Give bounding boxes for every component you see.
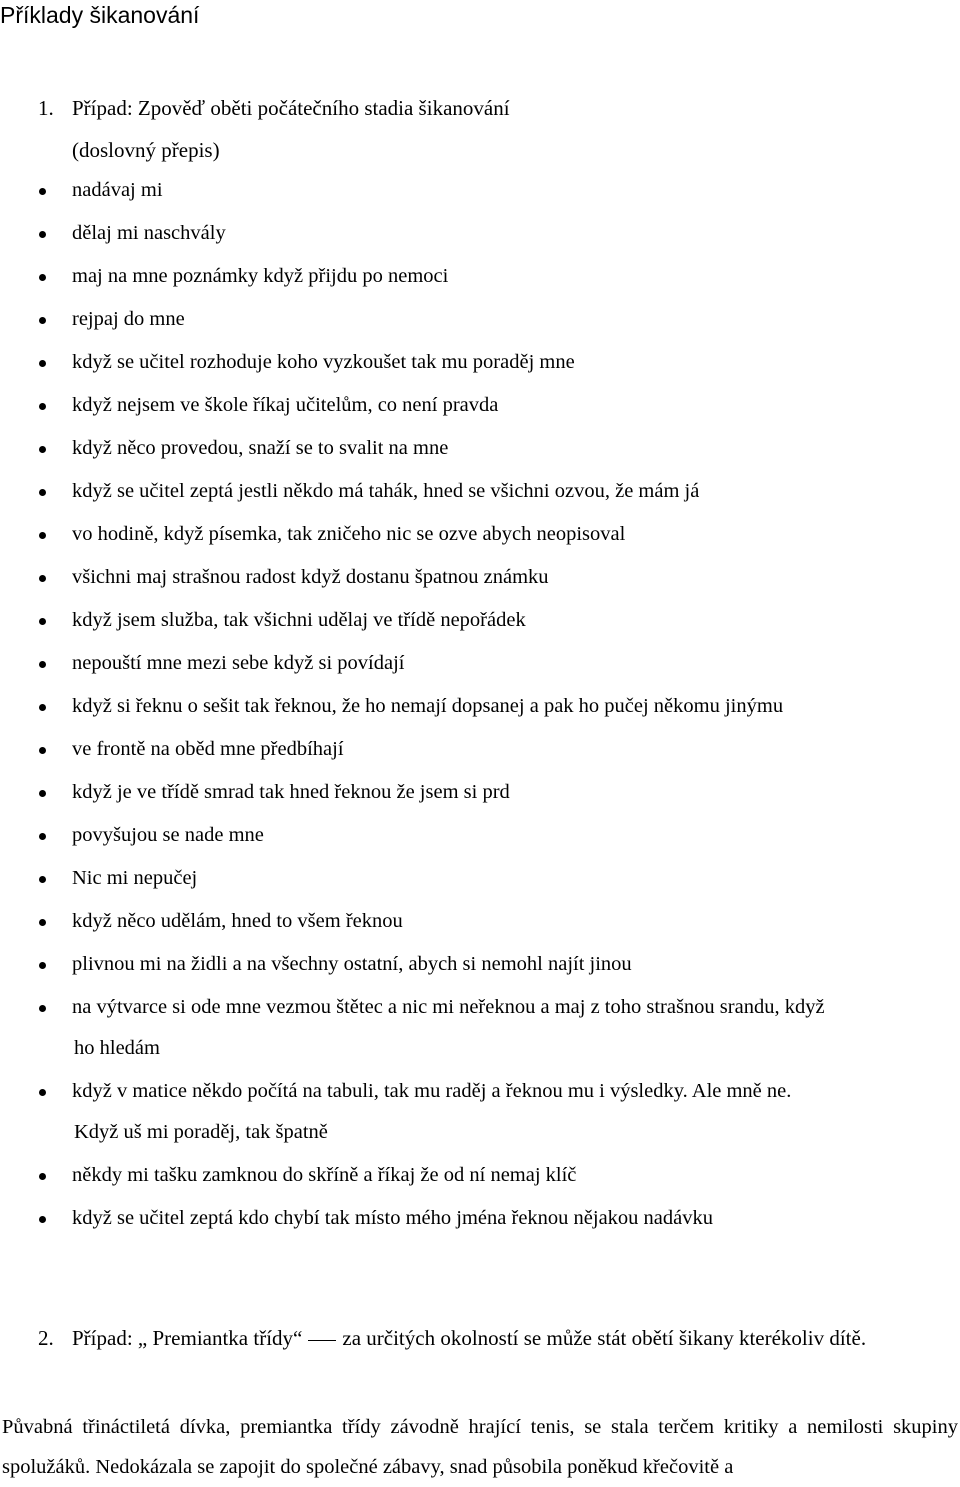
list-item <box>0 608 960 632</box>
list-item <box>0 737 960 761</box>
list-item-text: ve frontě na oběd mne předbíhají <box>72 738 344 760</box>
list-item <box>0 780 960 804</box>
list-item <box>0 1163 960 1187</box>
list-item <box>0 350 960 374</box>
bullet-icon <box>39 446 46 453</box>
list-item-text: nadávaj mi <box>72 179 163 201</box>
bullet-icon <box>39 876 46 883</box>
bullet-icon <box>39 360 46 367</box>
list-item-continuation: ho hledám <box>74 1037 160 1059</box>
confession-list <box>0 178 960 1249</box>
list-item-text: dělaj mi naschvály <box>72 222 226 244</box>
list-item-text: Nic mi nepučej <box>72 867 198 889</box>
bullet-icon <box>39 962 46 969</box>
list-item-text: na výtvarce si ode mne vezmou štětec a nic mi neřeknou a maj z toho strašnou srandu, když <box>72 996 825 1018</box>
case-1-subtitle: (doslovný přepis) <box>72 138 220 162</box>
bullet-icon <box>39 188 46 195</box>
list-item-text: když jsem služba, tak všichni udělaj ve třídě nepořádek <box>72 609 526 631</box>
case-2-label: Případ: <box>72 1326 133 1350</box>
dash <box>308 1340 336 1341</box>
case-1-title: Případ: Zpověď oběti počátečního stadia šikanování <box>72 96 510 120</box>
list-item-continuation: Když uš mi poraděj, tak špatně <box>74 1121 328 1143</box>
page-title: Příklady šikanování <box>0 2 200 28</box>
bullet-icon <box>39 618 46 625</box>
list-item-text: povyšujou se nade mne <box>72 824 264 846</box>
list-item-text: maj na mne poznámky když přijdu po nemoci <box>72 265 449 287</box>
case-2-rest: za určitých okolností se může stát obětí šikany kterékoliv dítě. <box>342 1326 867 1350</box>
bullet-icon <box>39 919 46 926</box>
list-item <box>0 995 960 1060</box>
list-item-text: když si řeknu o sešit tak řeknou, že ho nemají dopsanej a pak ho pučej někomu jinýmu <box>72 695 784 717</box>
list-item <box>0 909 960 933</box>
list-item <box>0 651 960 675</box>
case-1-number: 1. <box>38 96 54 120</box>
list-item-text: všichni maj strašnou radost když dostanu špatnou známku <box>72 566 549 588</box>
case-2-heading <box>38 1326 866 1350</box>
bullet-icon <box>39 1173 46 1180</box>
bullet-icon <box>39 704 46 711</box>
bullet-icon <box>39 833 46 840</box>
list-item-text: když něco provedou, snaží se to svalit na mne <box>72 437 449 459</box>
bullet-icon <box>39 274 46 281</box>
list-item <box>0 866 960 890</box>
list-item-text: když je ve třídě smrad tak hned řeknou že jsem si prd <box>72 781 510 803</box>
list-item <box>0 307 960 331</box>
bullet-icon <box>39 317 46 324</box>
list-item-text: když se učitel rozhoduje koho vyzkoušet tak mu poraděj mne <box>72 351 575 373</box>
case-1-heading <box>38 96 510 120</box>
list-item-text: plivnou mi na židli a na všechny ostatní, abych si nemohl najít jinou <box>72 953 632 975</box>
bullet-icon <box>39 575 46 582</box>
list-item <box>0 823 960 847</box>
bullet-icon <box>39 1005 46 1012</box>
list-item <box>0 694 960 718</box>
list-item <box>0 522 960 546</box>
list-item <box>0 393 960 417</box>
list-item-text: když něco udělám, hned to všem řeknou <box>72 910 403 932</box>
list-item-text: vo hodině, když písemka, tak zničeho nic se ozve abych neopisoval <box>72 523 626 545</box>
list-item <box>0 565 960 589</box>
list-item-text: když se učitel zeptá kdo chybí tak místo mého jména řeknou nějakou nadávku <box>72 1207 714 1229</box>
list-item <box>0 479 960 503</box>
list-item-text: když nejsem ve škole říkaj učitelům, co není pravda <box>72 394 499 416</box>
list-item-text: nepouští mne mezi sebe když si povídají <box>72 652 405 674</box>
bullet-icon <box>39 661 46 668</box>
case-2-number: 2. <box>38 1326 54 1350</box>
bullet-icon <box>39 403 46 410</box>
list-item <box>0 436 960 460</box>
case-2-paragraph: Půvabná třináctiletá dívka, premiantka třídy závodně hrající tenis, se stala terčem kritiky a nemilosti skupiny spolužáků. Nedokázala se zapojit do společné zábavy, snad působila poněkud křečovitě a <box>2 1416 958 1478</box>
list-item-text: když v matice někdo počítá na tabuli, tak mu raděj a řeknou mu i výsledky. Ale mně ne. <box>72 1080 792 1102</box>
bullet-icon <box>39 790 46 797</box>
list-item-text: když se učitel zeptá jestli někdo má tahák, hned se všichni ozvou, že mám já <box>72 480 700 502</box>
list-item-text: rejpaj do mne <box>72 308 185 330</box>
list-item <box>0 221 960 245</box>
bullet-icon <box>39 1089 46 1096</box>
list-item <box>0 952 960 976</box>
bullet-icon <box>39 231 46 238</box>
bullet-icon <box>39 489 46 496</box>
list-item <box>0 1079 960 1144</box>
bullet-icon <box>39 532 46 539</box>
bullet-icon <box>39 747 46 754</box>
bullet-icon <box>39 1216 46 1223</box>
case-2-quote: „ Premiantka třídy“ <box>137 1326 303 1350</box>
list-item-text: někdy mi tašku zamknou do skříně a říkaj že od ní nemaj klíč <box>72 1164 577 1186</box>
list-item <box>0 178 960 202</box>
list-item <box>0 264 960 288</box>
list-item <box>0 1206 960 1230</box>
